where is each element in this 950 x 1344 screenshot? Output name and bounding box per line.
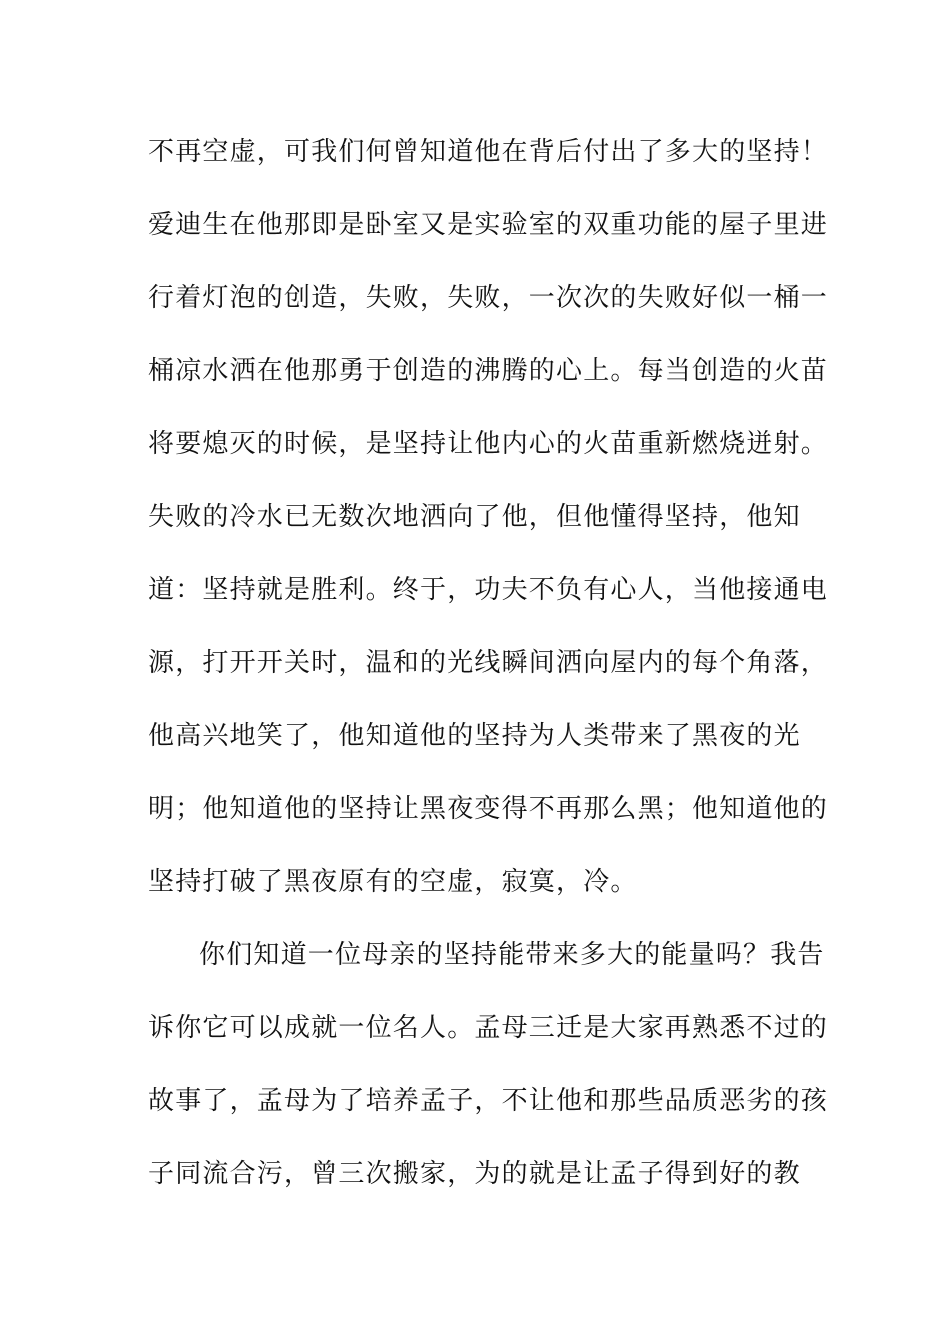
text-line: 源，打开开关时，温和的光线瞬间洒向屋内的每个角落， — [148, 648, 829, 678]
text-line: 桶凉水洒在他那勇于创造的沸腾的心上。每当创造的火苗 — [148, 356, 829, 386]
text-line: 明；他知道他的坚持让黑夜变得不再那么黑；他知道他的 — [148, 794, 829, 824]
text-line: 行着灯泡的创造，失败，失败，一次次的失败好似一桶一 — [148, 283, 829, 313]
text-line: 他高兴地笑了，他知道他的坚持为人类带来了黑夜的光 — [148, 721, 801, 751]
text-line: 爱迪生在他那即是卧室又是实验室的双重功能的屋子里进 — [148, 210, 829, 240]
text-line: 将要熄灭的时候，是坚持让他内心的火苗重新燃烧迸射。 — [148, 429, 829, 459]
text-line: 失败的冷水已无数次地洒向了他，但他懂得坚持，他知 — [148, 502, 801, 532]
text-line: 道：坚持就是胜利。终于，功夫不负有心人，当他接通电 — [148, 575, 829, 605]
text-line: 故事了，孟母为了培养孟子，不让他和那些品质恶劣的孩 — [148, 1086, 829, 1116]
text-line: 子同流合污，曾三次搬家，为的就是让孟子得到好的教 — [148, 1159, 801, 1189]
text-line: 坚持打破了黑夜原有的空虚，寂寞，冷。 — [148, 867, 638, 897]
paragraph-first-line: 你们知道一位母亲的坚持能带来多大的能量吗？我告 — [199, 940, 825, 970]
text-line: 诉你它可以成就一位名人。孟母三迁是大家再熟悉不过的 — [148, 1013, 829, 1043]
text-line: 不再空虚，可我们何曾知道他在背后付出了多大的坚持！ — [148, 137, 829, 167]
